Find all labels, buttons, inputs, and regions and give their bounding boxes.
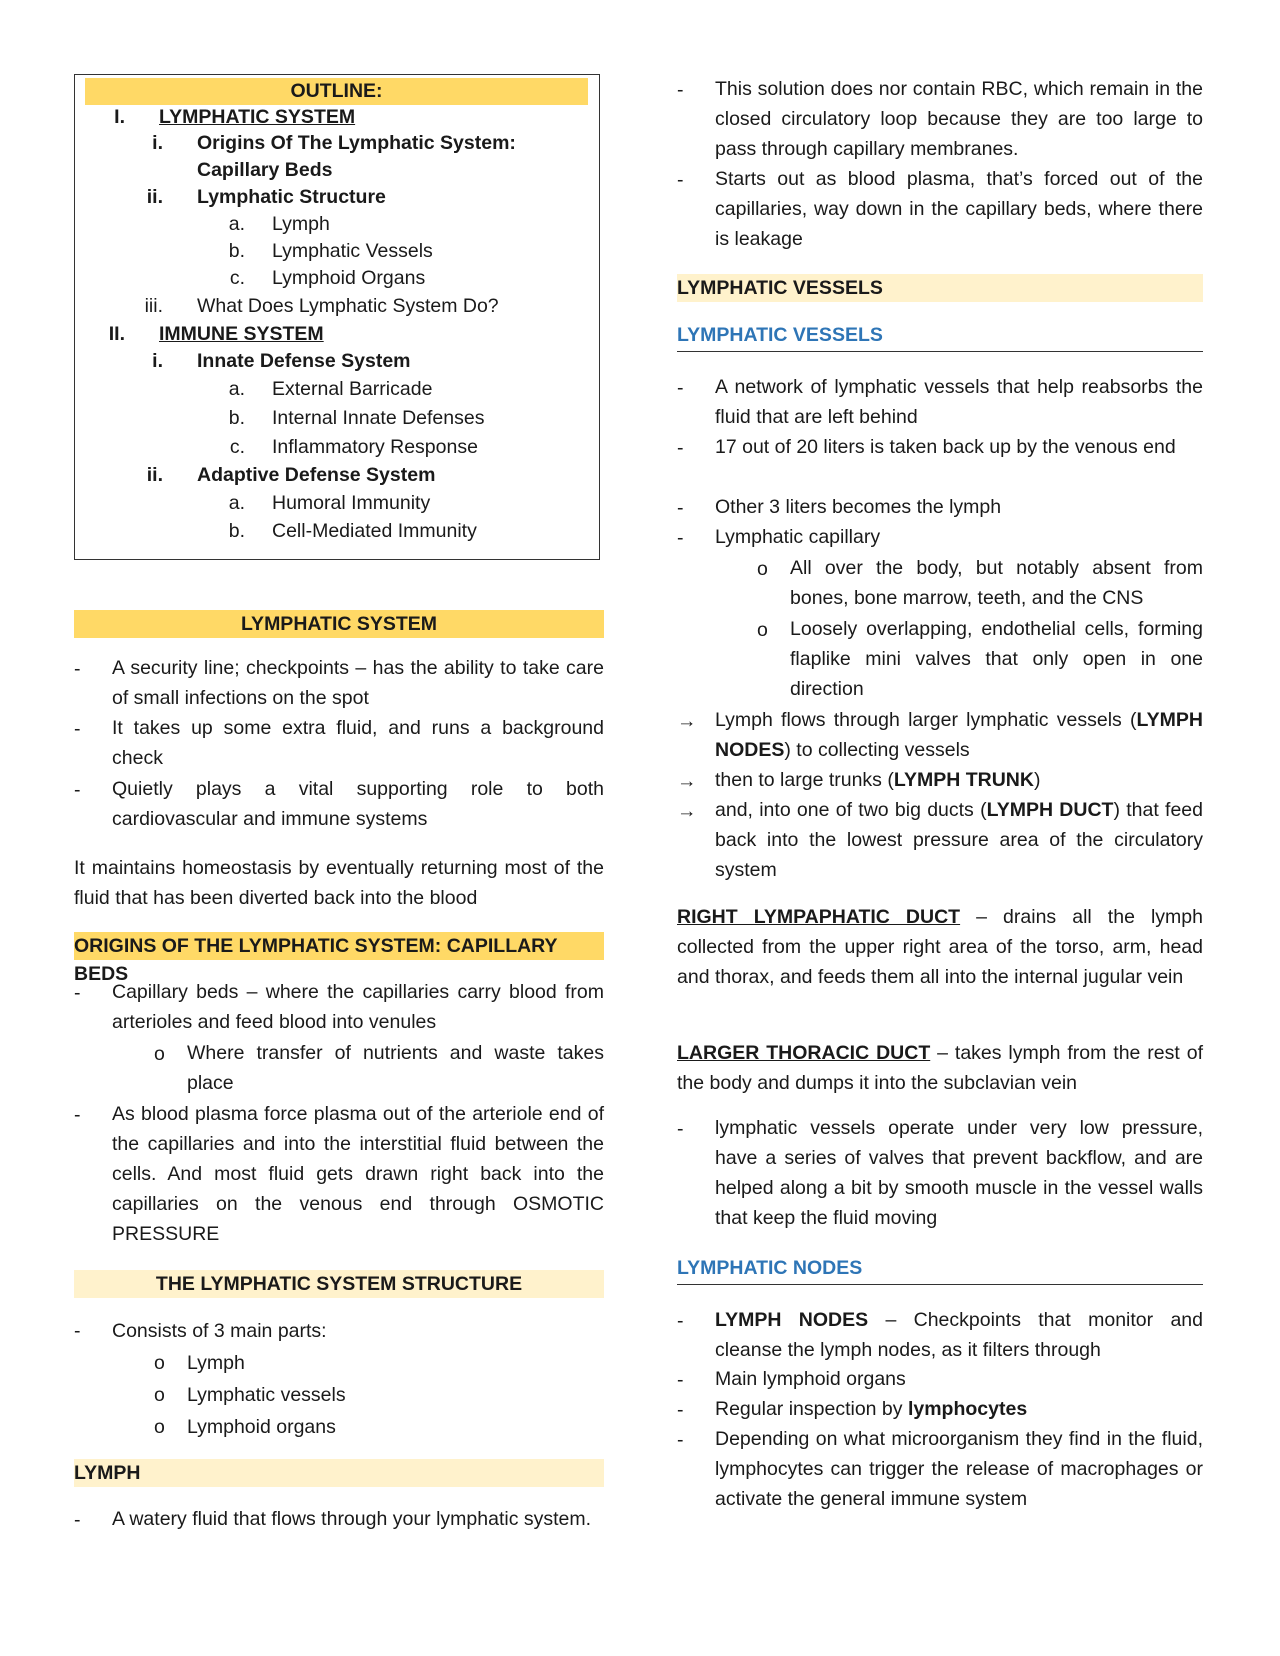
outline-item: Origins Of The Lymphatic System: <box>197 132 516 154</box>
sub-bullet-text: Lymphatic vessels <box>187 1384 346 1406</box>
dash-marker: - <box>677 527 684 549</box>
bullet-text: Depending on what microorganism they find in the fluid, lymphocytes can trigger the release of macrophages or activate the general immune system <box>715 1428 1203 1510</box>
dash-marker: - <box>677 1429 684 1451</box>
dash-marker: - <box>74 658 81 680</box>
section-heading-lymphatic-vessels: LYMPHATIC VESSELS <box>677 274 1203 302</box>
outline-item: External Barricade <box>272 378 433 400</box>
outline-item: Inflammatory Response <box>272 436 478 458</box>
outline-num: b. <box>228 240 245 262</box>
outline-num: a. <box>228 213 245 235</box>
bullet-text: Capillary beds – where the capillaries carry blood from arterioles and feed blood into venules <box>112 981 604 1033</box>
outline-num: I. <box>114 106 125 128</box>
outline-item: Lymphatic Structure <box>197 186 386 208</box>
circle-marker: o <box>154 1384 165 1406</box>
outline-num: II. <box>108 323 125 345</box>
bold-term: LYMPH TRUNK <box>893 769 1034 791</box>
dash-marker: - <box>677 79 684 101</box>
circle-marker: o <box>154 1416 165 1438</box>
subheading-lymphatic-nodes: LYMPHATIC NODES <box>677 1254 1203 1285</box>
bullet-text: Consists of 3 main parts: <box>112 1320 327 1342</box>
sub-bullet-text: All over the body, but notably absent from bones, bone marrow, teeth, and the CNS <box>790 557 1203 609</box>
dash-marker: - <box>677 1310 684 1332</box>
bullet-text: This solution does nor contain RBC, which remain in the closed circulatory loop because they are too large to pass through capillary membranes. <box>715 78 1203 160</box>
arrow-text: then to large trunks (LYMPH TRUNK) <box>715 769 1041 791</box>
dash-marker: - <box>677 377 684 399</box>
bullet-text: Lymphatic capillary <box>715 526 881 548</box>
dash-marker: - <box>677 1118 684 1140</box>
outline-num: c. <box>229 267 245 289</box>
outline-item: Innate Defense System <box>197 350 411 372</box>
sub-bullet-text: Lymph <box>187 1352 245 1374</box>
outline-item: Lymphoid Organs <box>272 267 426 289</box>
bullet-text: A watery fluid that flows through your lymphatic system. <box>112 1508 592 1530</box>
term-right-duct: RIGHT LYMPAPHATIC DUCT <box>677 906 961 928</box>
dash-marker: - <box>677 497 684 519</box>
bullet-text: LYMPH NODES – Checkpoints that monitor and cleanse the lymph nodes, as it filters through <box>715 1309 1203 1361</box>
outline-item: Adaptive Defense System <box>197 464 436 486</box>
section-heading-structure: THE LYMPHATIC SYSTEM STRUCTURE <box>74 1270 604 1298</box>
dash-marker: - <box>677 437 684 459</box>
sub-bullet-text: Where transfer of nutrients and waste takes place <box>187 1042 604 1094</box>
bullet-text: Starts out as blood plasma, that’s forced out of the capillaries, way down in the capillary beds, where there is leakage <box>715 168 1203 250</box>
circle-marker: o <box>757 619 768 641</box>
circle-marker: o <box>154 1043 165 1065</box>
bullet-text: Quietly plays a vital supporting role to both cardiovascular and immune systems <box>112 778 604 830</box>
outline-item: Humoral Immunity <box>272 492 431 514</box>
term-thoracic-duct: LARGER THORACIC DUCT <box>677 1042 931 1064</box>
bullet-text: 17 out of 20 liters is taken back up by the venous end <box>715 436 1176 458</box>
bullet-text: It takes up some extra fluid, and runs a background check <box>112 717 604 769</box>
outline-num: c. <box>229 436 245 458</box>
outline-title: OUTLINE: <box>85 78 588 105</box>
dash-marker: - <box>74 1509 81 1531</box>
outline-num: ii. <box>146 186 163 208</box>
section-heading-lymphatic-system: LYMPHATIC SYSTEM <box>74 610 604 638</box>
dash-marker: - <box>677 1399 684 1421</box>
outline-num: a. <box>228 378 245 400</box>
bullet-text: Main lymphoid organs <box>715 1368 906 1390</box>
sub-bullet-text: Loosely overlapping, endothelial cells, forming flaplike mini valves that only open in one direction <box>790 618 1203 700</box>
dash-marker: - <box>74 718 81 740</box>
bullet-text: As blood plasma force plasma out of the arteriole end of the capillaries and into the interstitial fluid between the cells. And most fluid gets drawn right back into the capillaries on the venous end through OSMOTIC PRESSURE <box>112 1103 604 1245</box>
section-heading-origins: ORIGINS OF THE LYMPHATIC SYSTEM: CAPILLARY BEDS <box>74 932 604 960</box>
outline-item: IMMUNE SYSTEM <box>159 323 324 345</box>
paragraph: It maintains homeostasis by eventually returning most of the fluid that has been diverted back into the blood <box>74 857 604 909</box>
outline-num: i. <box>152 132 163 154</box>
outline-num: ii. <box>146 464 163 486</box>
bold-term: LYMPH NODES <box>715 1309 869 1331</box>
arrow-marker: → <box>677 770 697 792</box>
bullet-text: A security line; checkpoints – has the ability to take care of small infections on the spot <box>112 657 604 709</box>
dash-marker: - <box>74 1320 81 1342</box>
outline-item: Internal Innate Defenses <box>272 407 485 429</box>
circle-marker: o <box>154 1352 165 1374</box>
dash-marker: - <box>74 779 81 801</box>
outline-item: LYMPHATIC SYSTEM <box>159 106 356 128</box>
circle-marker: o <box>757 558 768 580</box>
dash-marker: - <box>677 1369 684 1391</box>
outline-num: b. <box>228 520 245 542</box>
bold-term: lymphocytes <box>907 1398 1028 1420</box>
outline-num: iii. <box>144 295 163 317</box>
outline-item: Lymphatic Vessels <box>272 240 433 262</box>
right-duct-paragraph: RIGHT LYMPAPHATIC DUCT – drains all the lymph collected from the upper right area of the torso, arm, head and thorax, and feeds them all into the internal jugular vein <box>677 906 1203 988</box>
arrow-marker: → <box>677 710 697 732</box>
outline-item: Cell-Mediated Immunity <box>272 520 477 542</box>
dash-marker: - <box>74 982 81 1004</box>
outline-item: What Does Lymphatic System Do? <box>197 295 499 317</box>
arrow-text: and, into one of two big ducts (LYMPH DUCT) that feed back into the lowest pressure area of the circulatory system <box>715 799 1203 881</box>
thoracic-duct-paragraph: LARGER THORACIC DUCT – takes lymph from the rest of the body and dumps it into the subclavian vein <box>677 1042 1203 1094</box>
dash-marker: - <box>677 169 684 191</box>
bold-term: LYMPH DUCT <box>986 799 1114 821</box>
outline-box <box>74 74 600 560</box>
bullet-text: Regular inspection by lymphocytes <box>715 1398 1028 1420</box>
subheading-lymphatic-vessels: LYMPHATIC VESSELS <box>677 321 1203 352</box>
bold-term: LYMPH NODES <box>715 709 1203 761</box>
dash-marker: - <box>74 1104 81 1126</box>
outline-num: a. <box>228 492 245 514</box>
arrow-text: Lymph flows through larger lymphatic vessels (LYMPH NODES) to collecting vessels <box>715 709 1203 761</box>
section-heading-lymph: LYMPH <box>74 1459 604 1487</box>
outline-num: i. <box>152 350 163 372</box>
outline-item: Capillary Beds <box>197 159 333 181</box>
bullet-text: A network of lymphatic vessels that help reabsorbs the fluid that are left behind <box>715 376 1203 428</box>
arrow-marker: → <box>677 800 697 822</box>
bullet-text: Other 3 liters becomes the lymph <box>715 496 1002 518</box>
outline-num: b. <box>228 407 245 429</box>
bullet-text: lymphatic vessels operate under very low pressure, have a series of valves that prevent backflow, and are helped along a bit by smooth muscle in the vessel walls that keep the fluid moving <box>715 1117 1203 1229</box>
sub-bullet-text: Lymphoid organs <box>187 1416 336 1438</box>
outline-item: Lymph <box>272 213 330 235</box>
